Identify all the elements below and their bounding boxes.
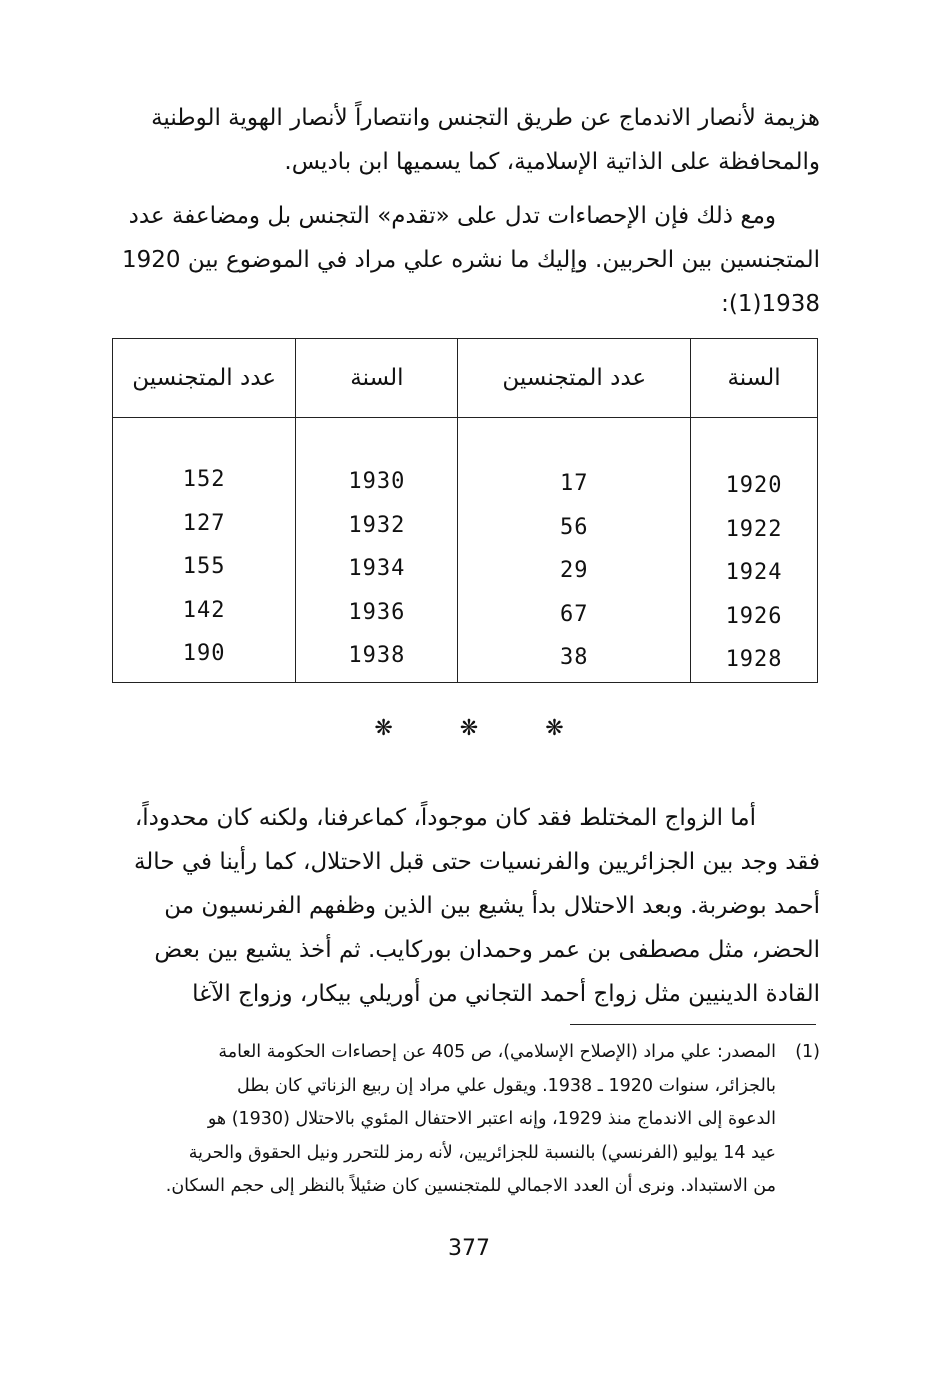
paragraph-line: والمحافظة على الذاتية الإسلامية، كما يسميها ابن باديس. [284, 149, 820, 175]
table-cell: 1920 [725, 473, 783, 498]
footnote [108, 1036, 820, 1204]
paragraph-line: القادة الدينيين مثل زواج أحمد التجاني من أوريلي بيكار، وزواج الآغا [192, 981, 820, 1007]
footnote-line: بالجزائر، سنوات 1920 ـ 1938. ويقول علي مراد إن ربيع الزناتي كان بطل [237, 1075, 776, 1096]
table-cell: 1932 [348, 512, 406, 538]
table-cell: 1924 [725, 560, 783, 585]
table-cell: 1934 [348, 556, 406, 581]
table-cell: 56 [560, 514, 589, 540]
asterism-icon: ❋ [545, 716, 564, 741]
table-cell: 1930 [348, 469, 406, 494]
paragraph-line: أحمد بوضربة. وبعد الاحتلال بدأ يشيع بين الذين وظفهم الفرنسيون من [164, 893, 820, 919]
table-cell: 1928 [725, 647, 783, 672]
paragraph-2 [108, 194, 820, 326]
section-separator [0, 716, 938, 741]
footnote-body [108, 1036, 776, 1204]
table-cell: 152 [182, 467, 226, 492]
footnote-divider [570, 1024, 816, 1025]
paragraph-3 [108, 796, 820, 1016]
table-row [113, 418, 818, 683]
naturalization-table [112, 338, 818, 683]
paragraph-line: الحضر، مثل مصطفى بن عمر وحمدان بوركايب. ثم أخذ يشيع بين بعض [154, 937, 820, 963]
year-column-2 [296, 418, 458, 683]
table-cell: 190 [182, 641, 226, 666]
footnote-line: عيد 14 يوليو (الفرنسي) بالنسبة للجزائريين، لأنه رمز للتحرر ونيل الحقوق والحرية [188, 1142, 776, 1163]
page-number: 377 [448, 1236, 490, 1261]
year-column-1 [691, 418, 818, 683]
asterism-icon: ❋ [459, 716, 479, 741]
table-cell: 127 [182, 510, 226, 536]
table-cell: 67 [560, 601, 589, 627]
footnote-line: الدعوة إلى الاندماج منذ 1929، وإنه اعتبر الاحتفال المئوي بالاحتلال (1930) هو [207, 1109, 776, 1129]
footnote-number: (1) [795, 1042, 820, 1062]
header-year-2: السنة [296, 339, 458, 418]
table-cell: 1922 [725, 516, 783, 542]
paragraph-1 [108, 96, 820, 184]
paragraph-line: هزيمة لأنصار الاندماج عن طريق التجنس وانتصاراً لأنصار الهوية الوطنية [151, 105, 820, 131]
table-cell: 1936 [348, 599, 406, 625]
table-cell: 1938 [348, 643, 406, 668]
table-cell: 1926 [725, 603, 783, 629]
table-header-row [113, 339, 818, 418]
table-cell: 142 [182, 597, 226, 623]
header-year-1: السنة [691, 339, 818, 418]
asterism-icon: ❋ [374, 716, 393, 741]
paragraph-line: ومع ذلك فإن الإحصاءات تدل على «تقدم» التجنس بل ومضاعفة عدد [128, 203, 776, 229]
paragraph-line: 1938(1): [721, 291, 820, 317]
header-count-2: عدد المتجنسين [113, 339, 296, 418]
count-column-1 [458, 418, 691, 683]
paragraph-line: المتجنسين بين الحربين. وإليك ما نشره علي مراد في الموضوع بين 1920 [122, 247, 820, 273]
paragraph-line: أما الزواج المختلط فقد كان موجوداً، كماعرفنا، ولكنه كان محدوداً، [134, 805, 756, 831]
footnote-line: من الاستبداد. ونرى أن العدد الاجمالي للمتجنسين كان ضئيلاً بالنظر إلى حجم السكان. [165, 1176, 776, 1196]
footnote-line: المصدر: علي مراد (الإصلاح الإسلامي)، ص 405 عن إحصاءات الحكومة العامة [218, 1042, 776, 1062]
table-cell: 29 [560, 558, 589, 583]
paragraph-line: فقد وجد بين الجزائريين والفرنسيات حتى قبل الاحتلال، كما رأينا في حالة [133, 849, 820, 875]
table-cell: 38 [560, 645, 589, 670]
table-cell: 155 [182, 554, 226, 579]
count-column-2 [113, 418, 296, 683]
header-count-1: عدد المتجنسين [458, 339, 691, 418]
table-cell: 17 [560, 471, 589, 496]
